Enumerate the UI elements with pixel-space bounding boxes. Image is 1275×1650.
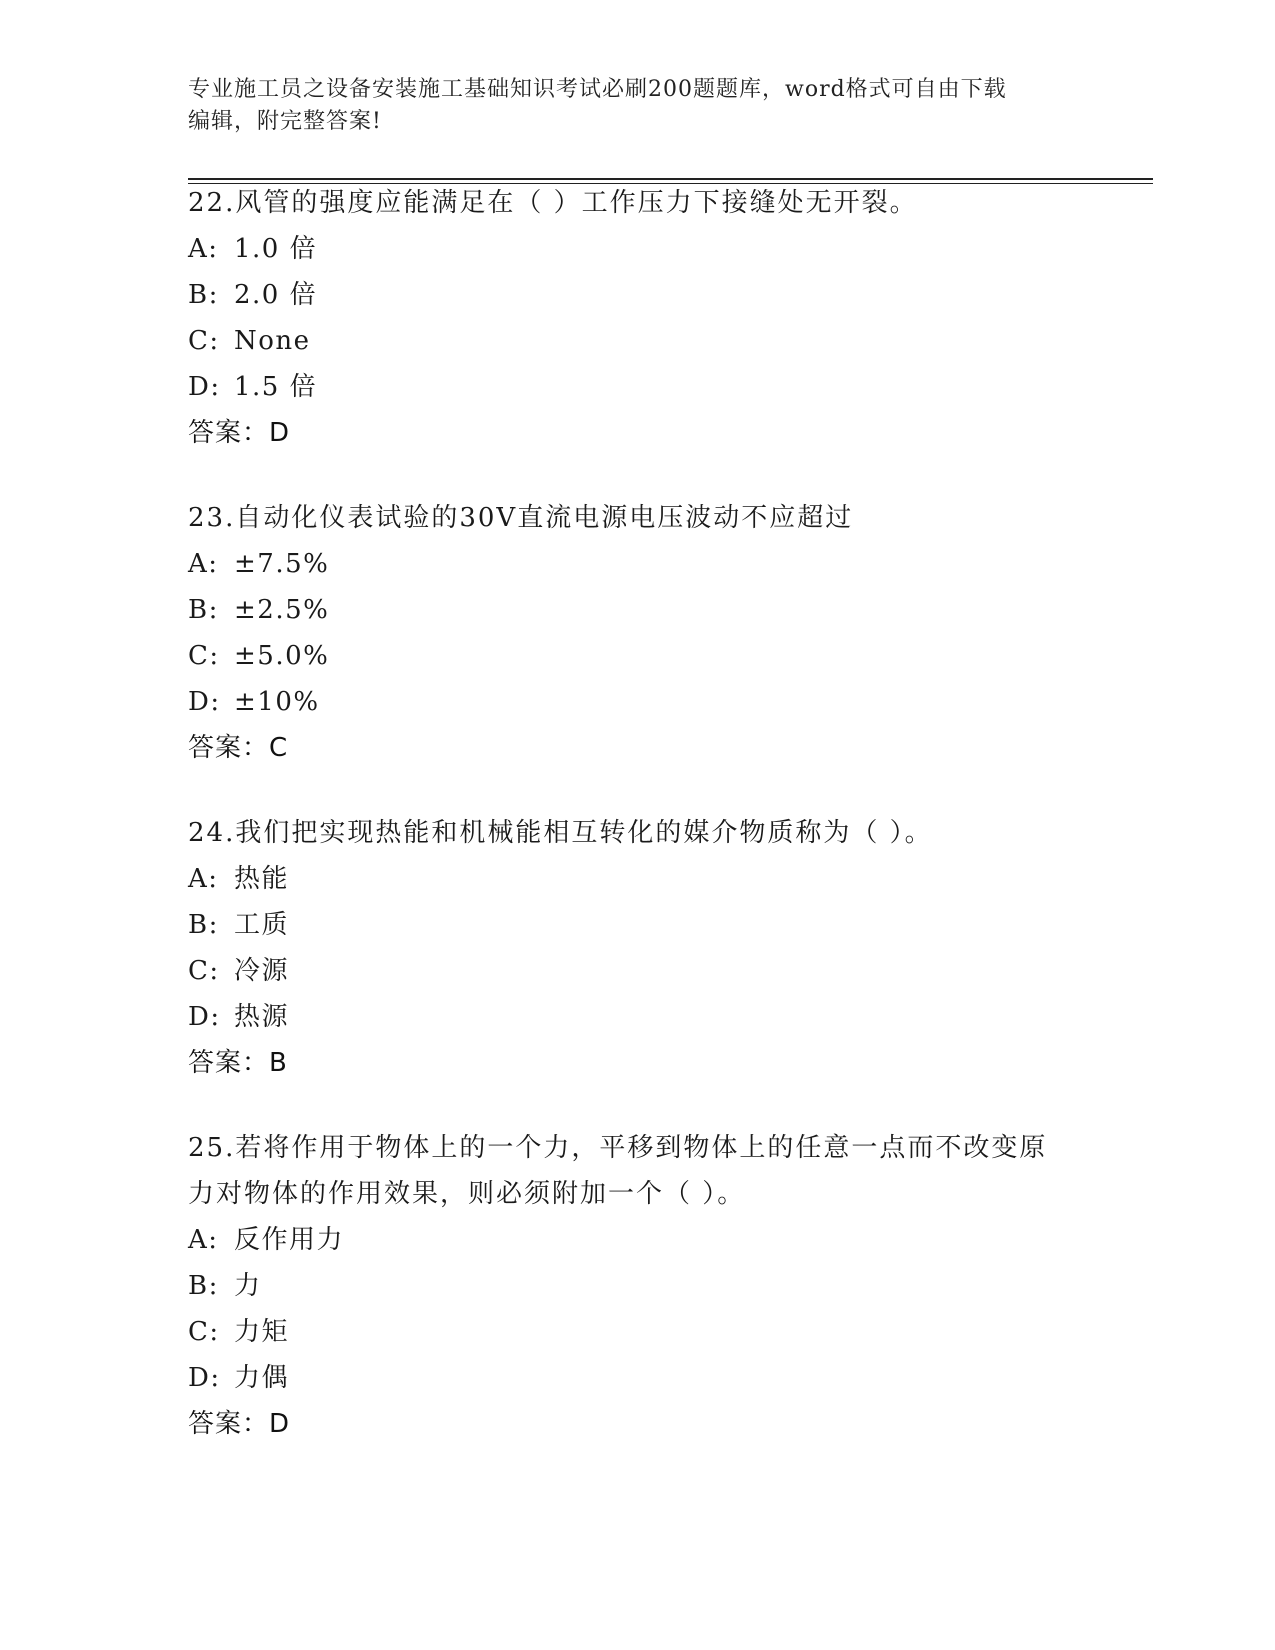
answer-line: 答案：B: [188, 1048, 288, 1078]
question-stem: 25.若将作用于物体上的一个力，平移到物体上的任意一点而不改变原: [188, 1133, 1048, 1163]
option-a: [188, 1217, 1088, 1263]
option-text: 力: [234, 1271, 262, 1301]
option-a: [188, 226, 1088, 272]
option-a: [188, 856, 1088, 902]
option-text: 1.5 倍: [234, 372, 318, 402]
option-key: A:: [188, 864, 219, 894]
option-text: 反作用力: [234, 1225, 345, 1255]
option-b: [188, 272, 1088, 318]
option-a: [188, 541, 1088, 587]
option-key: A:: [188, 549, 219, 579]
option-b: [188, 1263, 1088, 1309]
option-d: [188, 994, 1088, 1040]
option-c: [188, 318, 1088, 364]
option-key: C:: [188, 956, 220, 986]
option-text: 工质: [234, 910, 290, 940]
option-text: 热源: [234, 1002, 290, 1032]
header-line-2: 编辑，附完整答案!: [188, 109, 382, 134]
option-key: B:: [188, 910, 219, 940]
option-key: C:: [188, 1317, 220, 1347]
header-line-1: 专业施工员之设备安装施工基础知识考试必刷200题题库，word格式可自由下载: [188, 77, 1007, 102]
option-key: B:: [188, 1271, 219, 1301]
option-key: A:: [188, 1225, 219, 1255]
option-text: 2.0 倍: [234, 280, 318, 310]
option-d: [188, 364, 1088, 410]
question-24: [188, 810, 1088, 1086]
option-key: D:: [188, 687, 221, 717]
option-text: 冷源: [234, 956, 290, 986]
option-key: B:: [188, 280, 219, 310]
option-text: ±10%: [234, 687, 320, 717]
option-b: [188, 902, 1088, 948]
option-key: A:: [188, 234, 219, 264]
document-header: [188, 74, 1088, 138]
answer-line: 答案：D: [188, 1409, 291, 1439]
option-key: D:: [188, 1363, 221, 1393]
option-c: [188, 948, 1088, 994]
option-text: ±7.5%: [234, 549, 330, 579]
question-22: [188, 180, 1088, 456]
question-stem: 22.风管的强度应能满足在（ ）工作压力下接缝处无开裂。: [188, 188, 918, 218]
option-text: 力偶: [234, 1363, 290, 1393]
option-text: None: [234, 326, 311, 356]
option-key: D:: [188, 1002, 221, 1032]
option-b: [188, 587, 1088, 633]
question-23: [188, 495, 1088, 771]
option-key: C:: [188, 641, 220, 671]
option-d: [188, 679, 1088, 725]
option-d: [188, 1355, 1088, 1401]
option-c: [188, 1309, 1088, 1355]
option-c: [188, 633, 1088, 679]
question-stem: 23.自动化仪表试验的30V直流电源电压波动不应超过: [188, 503, 854, 533]
option-key: B:: [188, 595, 219, 625]
option-text: ±2.5%: [234, 595, 330, 625]
question-stem: 24.我们把实现热能和机械能相互转化的媒介物质称为（ ）。: [188, 818, 933, 848]
answer-line: 答案：D: [188, 418, 291, 448]
question-stem-continued: 力对物体的作用效果，则必须附加一个（ ）。: [188, 1179, 746, 1209]
option-text: 热能: [234, 864, 290, 894]
option-text: 力矩: [234, 1317, 290, 1347]
answer-line: 答案：C: [188, 733, 289, 763]
option-key: D:: [188, 372, 221, 402]
option-key: C:: [188, 326, 220, 356]
option-text: ±5.0%: [234, 641, 330, 671]
question-25: [188, 1125, 1088, 1447]
option-text: 1.0 倍: [234, 234, 318, 264]
